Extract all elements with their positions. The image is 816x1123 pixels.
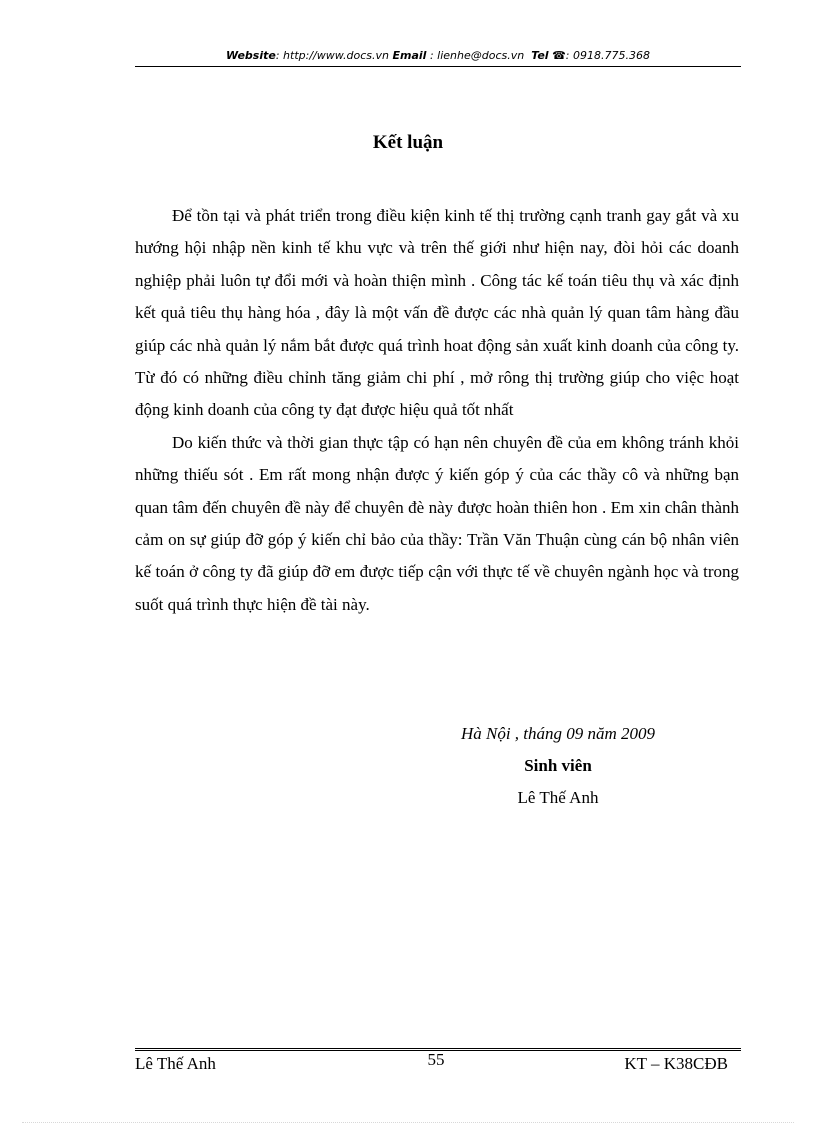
page-number: 55: [427, 1050, 445, 1069]
tel-label: Tel: [531, 49, 549, 62]
signature-name: Lê Thế Anh: [517, 788, 599, 807]
footer-author: Lê Thế Anh: [135, 1054, 216, 1073]
document-body: [135, 200, 739, 621]
page-header: [135, 48, 741, 67]
website-value: : http://www.docs.vn: [275, 49, 390, 62]
footer-class-code: KT – K38CĐB: [624, 1054, 728, 1073]
paragraph-1: Để tồn tại và phát triển trong điều kiện kinh tế thị trường cạnh tranh gay gắt và xu hướng hội nhập nền kinh tế khu vực và trên thế giới như hiện nay, đòi hỏi các doanh nghiệp phải luôn tự đổi mới và hoàn thiện mình . Công tác kế toán tiêu thụ và xác định kết quả tiêu thụ hàng hóa , đây là một vấn đề được các nhà quản lý quan tâm hàng đầu giúp các nhà quản lý nắm bắt được quá trình hoat động sản xuất kinh doanh của công ty. Từ đó có những điều chỉnh tăng giảm chi phí , mở rông thị trường giúp cho việc hoạt động kinh doanh của công ty đạt được hiệu quả tốt nhất: [135, 206, 739, 420]
signature-block: [420, 718, 696, 814]
telephone-icon: ☎: [552, 49, 566, 62]
tel-value: : 0918.775.368: [565, 49, 650, 62]
paragraph-2: Do kiến thức và thời gian thực tập có hạn nên chuyên đề của em không tránh khỏi những thiếu sót . Em rất mong nhận được ý kiến góp ý của các thầy cô và những bạn quan tâm đến chuyên đề này để chuyên đè này được hoàn thiên hon . Em xin chân thành cảm on sự giúp đỡ góp ý kiến chỉ bảo của thầy: Trần Văn Thuận cùng cán bộ nhân viên kế toán ở công ty đã giúp đỡ em được tiếp cận với thực tế về chuyên ngành học và trong suốt quá trình thực hiện đề tài này.: [135, 432, 739, 614]
website-label: Website: [226, 49, 276, 62]
signature-place-date: Hà Nội , tháng 09 năm 2009: [460, 724, 656, 743]
signature-role: Sinh viên: [524, 756, 592, 775]
page-title: Kết luận: [372, 132, 444, 153]
email-value: : lienhe@docs.vn: [429, 49, 525, 62]
email-label: Email: [392, 49, 427, 62]
